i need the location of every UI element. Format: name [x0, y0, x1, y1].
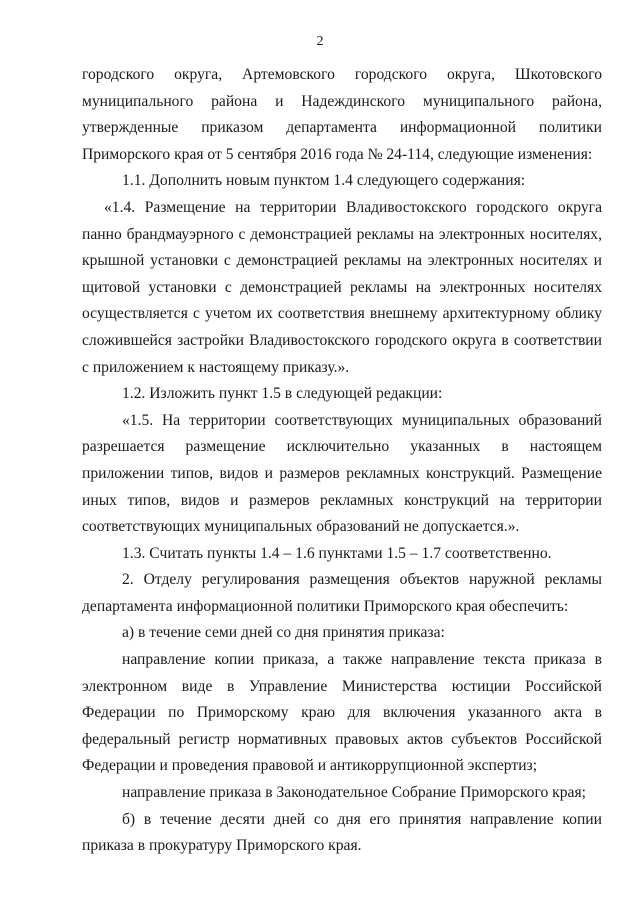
paragraph-item-2a: а) в течение семи дней со дня принятия приказа:: [122, 624, 445, 642]
page-number: 2: [316, 34, 324, 49]
paragraph-item-2a-copy: направление копии приказа, а также направление текста приказа в электронном виде в Управление Министерства юстиции Российской Федерации по Приморскому краю для включения указанного акта в федеральный регистр нормативных правовых актов субъектов Российской Федерации и проведения правовой и антикоррупционной экспертиз;: [82, 651, 602, 775]
paragraph-quote-1-5: «1.5. На территории соответствующих муниципальных образований разрешается размещение исключительно указанных в настоящем приложении типов, видов и размеров рекламных конструкций. Размещение иных типов, видов и размеров рекламных конструкций на территории соответствующих муниципальных образований не допускается.».: [82, 411, 602, 536]
paragraph-item-1-3: 1.3. Считать пункты 1.4 – 1.6 пунктами 1.5 – 1.7 соответственно.: [122, 544, 552, 562]
paragraph-item-2a-assembly: направление приказа в Законодательное Собрание Приморского края;: [122, 784, 586, 802]
paragraph-item-2: 2. Отделу регулирования размещения объектов наружной рекламы департамента информационной политики Приморского края обеспечить:: [82, 571, 602, 615]
paragraph-item-1-2: 1.2. Изложить пункт 1.5 в следующей редакции:: [122, 385, 443, 403]
paragraph-continuation: городского округа, Артемовского городского округа, Шкотовского муниципального района и Надеждинского муниципального района, утвержденные приказом департамента информационной политики Приморского края от 5 сентября 2016 года № 24-114, следующие изменения:: [82, 66, 602, 163]
paragraph-item-1-1: 1.1. Дополнить новым пунктом 1.4 следующего содержания:: [122, 172, 526, 190]
paragraph-quote-1-4: «1.4. Размещение на территории Владивостокского городского округа панно брандмауэрного с демонстрацией рекламы на электронных носителях, крышной установки с демонстрацией рекламы на электронных носителях и щитовой установки с демонстрацией рекламы на электронных носителях осуществляется с учетом их соответствия внешнему архитектурному облику сложившейся застройки Владивостокского городского округа в соответствии с приложением к настоящему приказу.».: [82, 198, 602, 376]
document-body: [82, 62, 602, 860]
paragraph-item-2b: б) в течение десяти дней со дня его принятия направление копии приказа в прокуратуру Приморского края.: [82, 810, 602, 855]
